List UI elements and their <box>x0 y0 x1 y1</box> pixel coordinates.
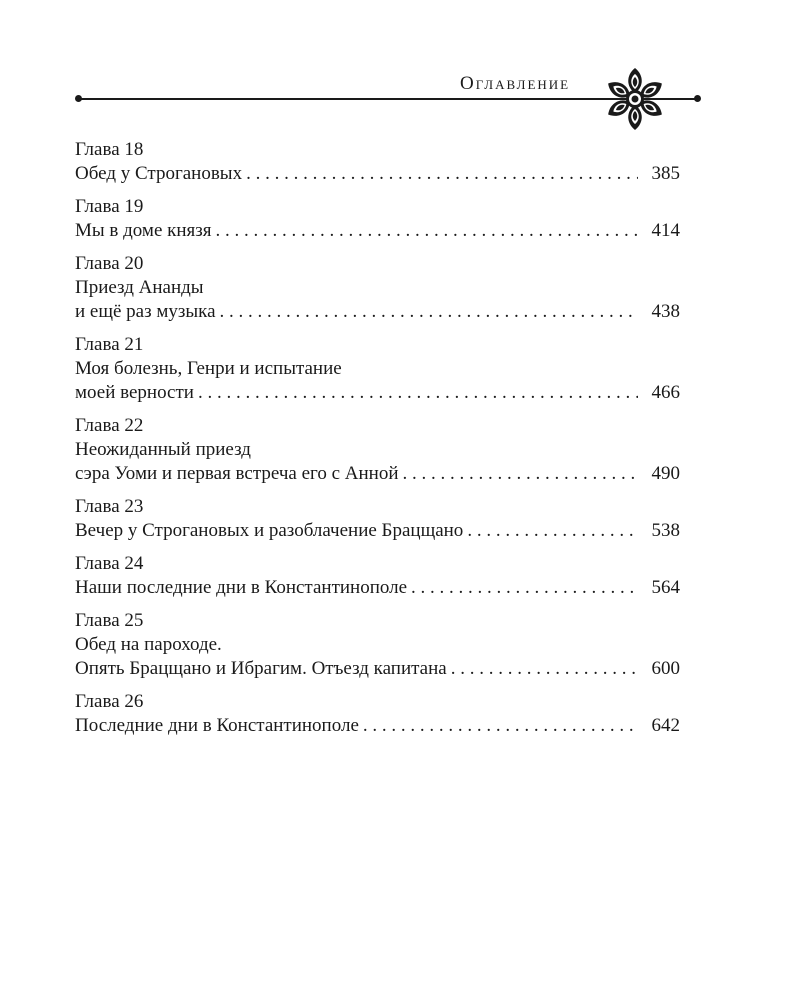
page-header <box>0 0 800 140</box>
dot-leader <box>451 657 638 681</box>
chapter-title-line-1: Обед на пароходе. <box>75 634 222 655</box>
chapter-number: Глава 19 <box>75 196 144 217</box>
chapter-title-line <box>75 162 680 186</box>
toc-entry[interactable] <box>75 690 680 738</box>
page-title: Оглавление <box>460 73 571 94</box>
chapter-title: и ещё раз музыка <box>75 301 216 322</box>
dot-leader <box>198 381 638 405</box>
chapter-title-line <box>75 381 680 405</box>
chapter-title-line <box>75 300 680 324</box>
chapter-number: Глава 18 <box>75 139 144 160</box>
chapter-title: моей верности <box>75 382 194 403</box>
dot-leader <box>403 462 639 486</box>
page-number: 466 <box>651 382 680 403</box>
chapter-title-line-1: Неожиданный приезд <box>75 439 251 460</box>
page-number: 642 <box>651 715 680 736</box>
chapter-title: Опять Брацщано и Ибрагим. Отъезд капитана <box>75 658 447 679</box>
toc-entry[interactable] <box>75 138 680 186</box>
dot-leader <box>411 576 638 600</box>
toc-entry[interactable] <box>75 609 680 681</box>
chapter-number: Глава 20 <box>75 253 144 274</box>
page-number: 414 <box>651 220 680 241</box>
rule-right-dot <box>694 95 701 102</box>
chapter-title-line <box>75 219 680 243</box>
chapter-title: Мы в доме князя <box>75 220 212 241</box>
toc-entry[interactable] <box>75 552 680 600</box>
chapter-title: Вечер у Строгановых и разоблачение Брацщано <box>75 520 464 541</box>
toc-entry[interactable] <box>75 252 680 324</box>
chapter-number: Глава 21 <box>75 334 144 355</box>
page-number: 600 <box>651 658 680 679</box>
dot-leader <box>246 162 638 186</box>
dot-leader <box>220 300 638 324</box>
dot-leader <box>467 519 638 543</box>
toc-entry[interactable] <box>75 195 680 243</box>
page-number: 564 <box>651 577 680 598</box>
table-of-contents <box>75 138 680 747</box>
chapter-title-line <box>75 657 680 681</box>
chapter-title-line <box>75 714 680 738</box>
toc-entry[interactable] <box>75 495 680 543</box>
chapter-title: сэра Уоми и первая встреча его с Анной <box>75 463 399 484</box>
chapter-title: Наши последние дни в Константинополе <box>75 577 408 598</box>
toc-entry[interactable] <box>75 414 680 486</box>
chapter-title-line-1: Приезд Ананды <box>75 277 204 298</box>
chapter-title-line <box>75 576 680 600</box>
chapter-number: Глава 26 <box>75 691 144 712</box>
chapter-number: Глава 24 <box>75 553 144 574</box>
chapter-title-line <box>75 519 680 543</box>
chapter-title-line-1: Моя болезнь, Генри и испытание <box>75 358 342 379</box>
dot-leader <box>216 219 638 243</box>
chapter-number: Глава 23 <box>75 496 144 517</box>
chapter-number: Глава 25 <box>75 610 144 631</box>
chapter-title: Последние дни в Константинополе <box>75 715 359 736</box>
toc-entry[interactable] <box>75 333 680 405</box>
dot-leader <box>363 714 638 738</box>
page-number: 438 <box>651 301 680 322</box>
page-number: 385 <box>651 163 680 184</box>
page-number: 490 <box>651 463 680 484</box>
chapter-title: Обед у Строгановых <box>75 163 243 184</box>
flower-ornament-icon <box>598 66 672 132</box>
chapter-number: Глава 22 <box>75 415 144 436</box>
chapter-title-line <box>75 462 680 486</box>
page-number: 538 <box>651 520 680 541</box>
